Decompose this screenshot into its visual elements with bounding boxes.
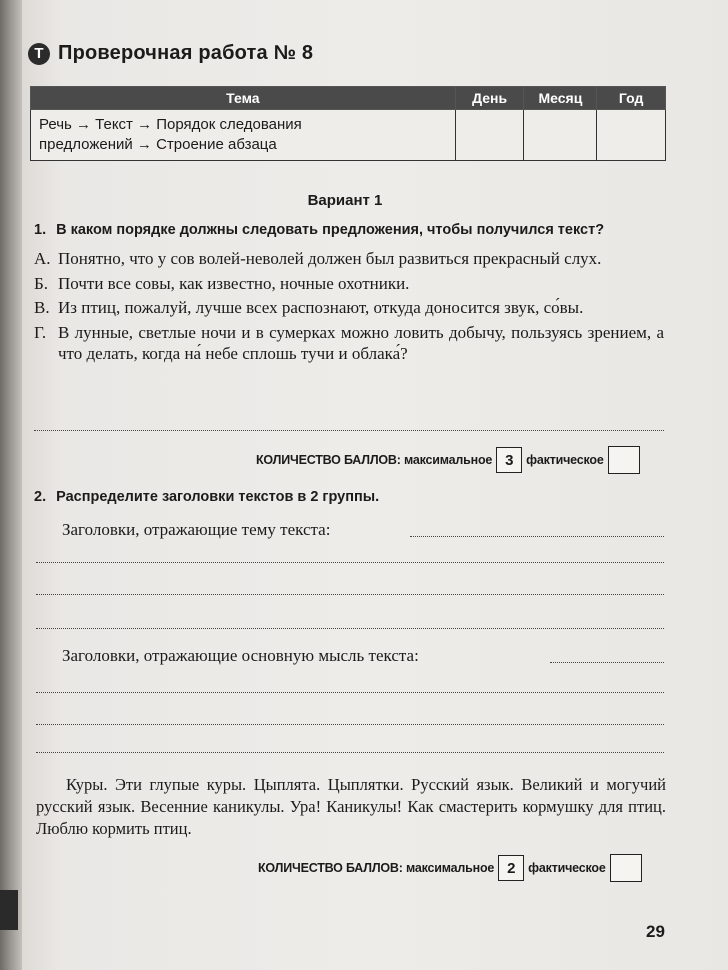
answer-line[interactable] (34, 430, 664, 431)
test-badge: Т (28, 43, 50, 65)
answer-letter: В. (34, 298, 50, 317)
prev-page-edge-dark (0, 890, 18, 930)
answer-line[interactable] (36, 724, 664, 725)
score-actual-box[interactable] (610, 854, 642, 882)
answer-option (34, 248, 664, 270)
topic-line: предложений → Строение абзаца (39, 136, 277, 153)
score-max-box: 2 (498, 855, 524, 881)
question-2 (34, 489, 379, 505)
question-number: 1. (34, 222, 47, 238)
score-max-label: КОЛИЧЕСТВО БАЛЛОВ: максимальное (258, 861, 495, 875)
header-table (30, 86, 666, 161)
title-row (28, 42, 313, 65)
answer-letter: А. (34, 249, 51, 268)
answer-letter: Г. (34, 322, 47, 342)
answer-text: Из птиц, пожалуй, лучше всех распознают, откуда доносится звук, со́вы. (58, 298, 584, 317)
col-topic: Тема (31, 87, 456, 110)
headings-passage: Куры. Эти глупые куры. Цыплята. Цыплятки. Русский язык. Великий и могучий русский язык. Весенние каникулы. Ура! Каникулы! Как смастерить кормушку для птиц. Люблю кормить птиц. (36, 775, 666, 838)
answer-line[interactable] (550, 662, 664, 663)
answer-line[interactable] (410, 536, 664, 537)
question-number: 2. (34, 489, 47, 505)
idea-headings-label: Заголовки, отражающие основную мысль текста: (62, 646, 419, 665)
answer-text: Почти все совы, как известно, ночные охотники. (58, 273, 410, 293)
score-actual-label: фактическое (526, 453, 604, 467)
answer-line[interactable] (36, 562, 664, 563)
topic-cell (31, 110, 456, 161)
score-row-q1 (256, 446, 640, 474)
answer-text: В лунные, светлые ночи и в сумерках можно ловить добычу, пользуясь зрением, а что делать, когда на́ небе сплошь тучи и облака́? (58, 322, 664, 363)
variant-heading: Вариант 1 (307, 192, 383, 209)
col-day: День (455, 87, 524, 110)
answer-list (34, 248, 664, 368)
score-actual-box[interactable] (608, 446, 640, 474)
topic-headings-label: Заголовки, отражающие тему текста: (62, 520, 331, 539)
day-cell[interactable] (455, 110, 524, 161)
col-year: Год (597, 87, 666, 110)
answer-letter: Б. (34, 273, 49, 293)
score-max-box: 3 (496, 447, 522, 473)
book-spine (0, 0, 22, 970)
score-max-label: КОЛИЧЕСТВО БАЛЛОВ: максимальное (256, 453, 493, 467)
topic-line: Речь → Текст → Порядок следования (39, 116, 302, 133)
answer-option (34, 297, 664, 319)
page-title: Проверочная работа № 8 (58, 42, 314, 64)
answer-option (34, 273, 664, 295)
question-text: В каком порядке должны следовать предложения, чтобы получился текст? (56, 222, 605, 238)
answer-line[interactable] (36, 594, 664, 595)
question-text: Распределите заголовки текстов в 2 группы. (56, 489, 380, 505)
page-number: 29 (646, 922, 665, 941)
col-month: Месяц (524, 87, 597, 110)
question-1 (34, 222, 604, 238)
month-cell[interactable] (524, 110, 597, 161)
answer-line[interactable] (36, 752, 664, 753)
answer-text: Понятно, что у сов волей-неволей должен был развиться прекрасный слух. (58, 249, 602, 268)
year-cell[interactable] (597, 110, 666, 161)
answer-line[interactable] (36, 628, 664, 629)
score-row-q2 (258, 854, 642, 882)
score-actual-label: фактическое (528, 861, 606, 875)
answer-option (34, 322, 664, 365)
answer-line[interactable] (36, 692, 664, 693)
